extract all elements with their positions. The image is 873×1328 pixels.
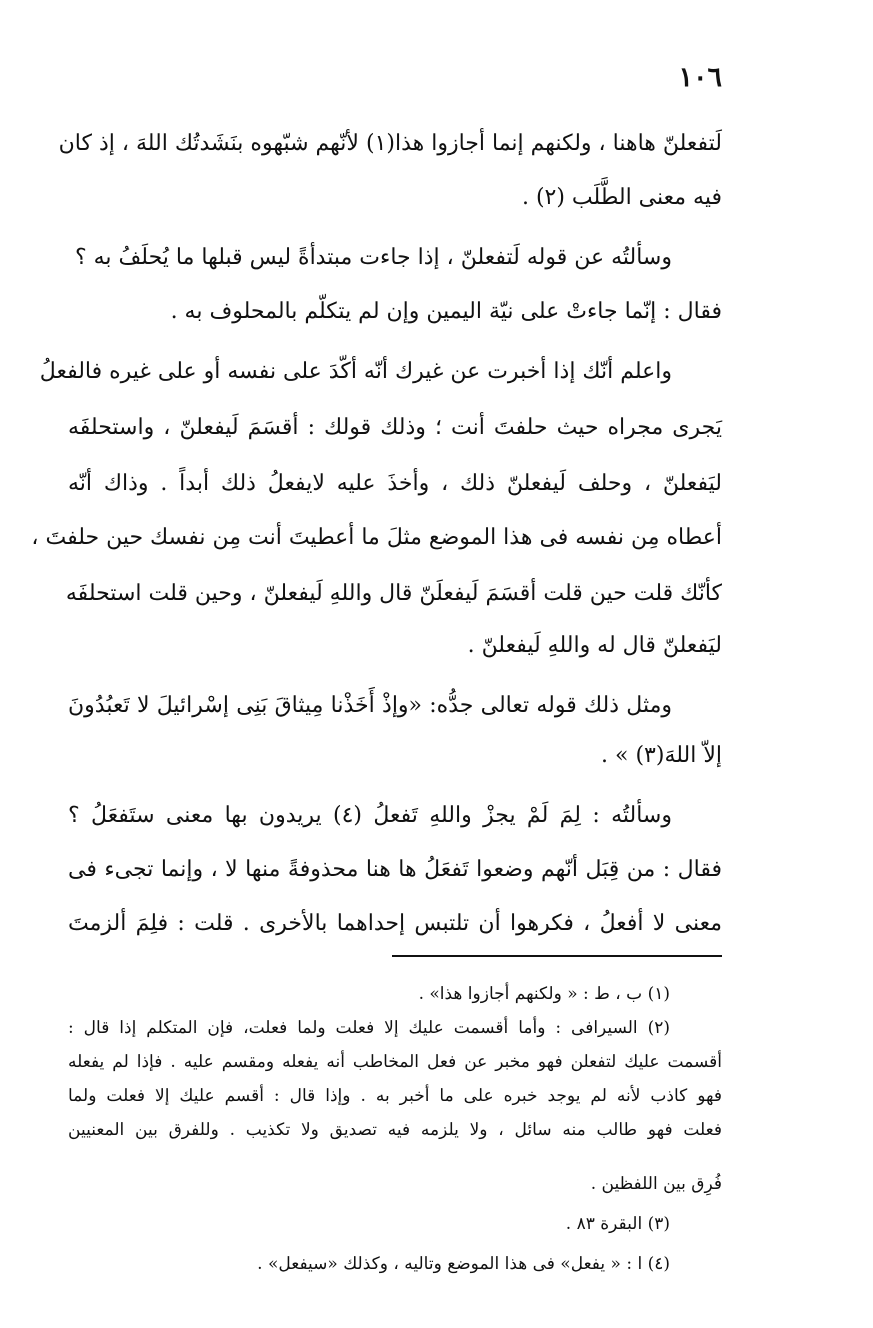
footnote-separator	[392, 955, 722, 957]
footnote-2-line-3: فهو كاذب لأنه لم يوجد خبره على ما أخبر به . وإذا قال : أقسم عليك إلا فعلت ولما	[68, 1086, 722, 1106]
main-line-11: ومثل ذلك قوله تعالى جدُّه: «وإذْ أَخَذْنا مِيثاقَ بَنِى إسْرائيلَ لا تَعبُدُونَ	[68, 693, 672, 718]
main-line-3: وسألتُه عن قوله لَتفعلنّ ، إذا جاءت مبتدأةً ليس قبلها ما يُحلَفُ به ؟	[74, 245, 672, 270]
footnote-2-line-2: أقسمت عليك لتفعلن فهو مخبر عن فعل المخاطب أنه يفعله ومقسم عليه . فإذا لم يفعله	[68, 1052, 722, 1072]
footnote-2-line-1: (٢) السيرافى : وأما أقسمت عليك إلا فعلت ولما فعلت، فإن المتكلم إذا قال :	[68, 1018, 670, 1038]
footnote-2-line-4: فعلت فهو طالب منه سائل ، ولا يلزمه فيه تصديق ولا تكذيب . وللفرق بين المعنيين	[68, 1120, 722, 1140]
main-line-6: يَجرى مجراه حيث حلفتَ أنت ؛ وذلك قولك : أقسَمَ لَيفعلنّ ، واستحلفَه	[68, 415, 722, 440]
footnote-4: (٤) ا : « يفعل» فى هذا الموضع وتاليه ، وكذلك «سيفعل» .	[257, 1254, 670, 1274]
main-line-4: فقال : إنّما جاءتْ على نيّة اليمين وإن لم يتكلّم بالمحلوف به .	[170, 299, 722, 324]
main-line-7: ليَفعلنّ ، وحلف لَيفعلنّ ذلك ، وأخذَ عليه لايفعلُ ذلك أبداً . وذاك أنّه	[68, 471, 722, 496]
main-line-9: كأنّك قلت حين قلت أقسَمَ لَيفعلَنّ قال واللهِ لَيفعلنّ ، وحين قلت استحلفَه	[65, 581, 722, 606]
footnote-2-line-5: فُرِق بين اللفظين .	[590, 1174, 722, 1194]
page-number: ١٠٦	[678, 62, 722, 93]
main-line-14: فقال : من قِبَل أنّهم وضعوا تَفعَلُ ها هنا محذوفةً منها لا ، وإنما تجىء فى	[68, 857, 722, 882]
main-line-10: ليَفعلنّ قال له واللهِ لَيفعلنّ .	[467, 633, 722, 658]
main-line-12: إلاّ اللهَ(٣) » .	[601, 743, 722, 768]
main-line-1: لَتفعلنّ هاهنا ، ولكنهم إنما أجازوا هذا(١) لأنّهم شبّهوه بنَشَدتُك اللهَ ، إذ كان	[58, 131, 722, 156]
main-line-5: واعلم أنّك إذا أخبرت عن غيرك أنّه أكّدَ على نفسه أو على غيره فالفعلُ	[39, 359, 672, 384]
footnote-1: (١) ب ، ط : « ولكنهم أجازوا هذا» .	[418, 984, 670, 1004]
main-line-13: وسألتُه : لِمَ لَمْ يجزْ واللهِ تَفعلُ (٤) يريدون بها معنى ستَفعَلُ ؟	[68, 803, 672, 828]
footnote-3: (٣) البقرة ٨٣ .	[565, 1214, 670, 1234]
main-line-15: معنى لا أفعلُ ، فكرهوا أن تلتبس إحداهما بالأخرى . قلت : فلِمَ ألزمتَ	[68, 911, 722, 936]
main-line-8: أعطاه مِن نفسه فى هذا الموضع مثلَ ما أعطيتَ أنت مِن نفسك حين حلفتَ ،	[31, 525, 722, 550]
main-line-2: فيه معنى الطَّلَب (٢) .	[521, 185, 722, 210]
